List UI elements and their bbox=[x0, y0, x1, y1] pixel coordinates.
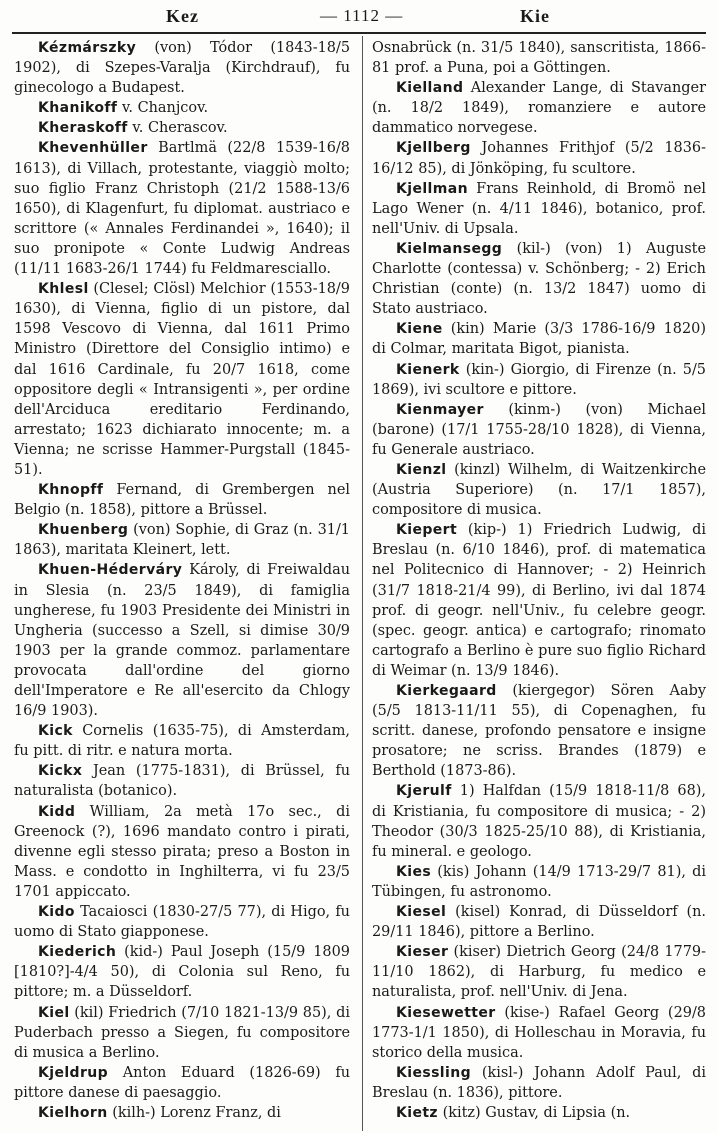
running-head bbox=[0, 4, 718, 30]
entry-text: Anton Eduard (1826-69) fu pittore danese di paesaggio. bbox=[14, 1064, 350, 1101]
entry-text: (von) Sophie, di Graz (n. 31/1 1863), maritata Kleinert, lett. bbox=[14, 522, 350, 559]
entry-text: (kisel) Konrad, di Düsseldorf (n. 29/11 1846), pittore a Berlino. bbox=[372, 904, 706, 941]
entry-headword: Kick bbox=[38, 723, 73, 740]
entry-headword: Kjeldrup bbox=[38, 1064, 109, 1081]
entry-text: Cornelis (1635-75), di Amsterdam, fu pitt. di ritr. e natura morta. bbox=[14, 723, 350, 760]
entry-headword: Kielhorn bbox=[38, 1104, 108, 1121]
dictionary-entry bbox=[372, 138, 706, 178]
entry-headword: Kjerulf bbox=[396, 783, 452, 800]
entry-headword: Khuen-Héderváry bbox=[38, 562, 183, 579]
entry-text: (kinzl) Wilhelm, di Waitzenkirche (Austria Superiore) (n. 17/1 1857), compositore di musica. bbox=[372, 461, 706, 519]
dictionary-entry bbox=[372, 862, 706, 902]
column-divider bbox=[362, 36, 363, 1131]
entry-text: (kin) Marie (3/3 1786-16/9 1820) di Colmar, maritata Bigot, pianista. bbox=[372, 321, 706, 358]
dictionary-entry bbox=[372, 1103, 706, 1123]
entry-text: Fernand, di Grembergen nel Belgio (n. 1858), pittore a Brüssel. bbox=[14, 482, 350, 519]
page-number: — 1112 — bbox=[320, 6, 404, 25]
entry-text: Alexander Lange, di Stavanger (n. 18/2 1849), romanziere e autore dammatico norvegese. bbox=[372, 80, 706, 137]
entry-headword: Khlesl bbox=[38, 281, 89, 298]
dictionary-entry bbox=[372, 1003, 706, 1063]
dictionary-entry bbox=[372, 1063, 706, 1103]
dictionary-entry bbox=[14, 520, 350, 560]
entry-text: Bartlmä (22/8 1539-16/8 1613), di Villach, protestante, viaggiò molto; suo figlio Franz Christoph (21/2 1588-13/6 1650), di Klagenfurt, fu diplomat. austriaco e scrittore (« Annales Ferdinandei », 1640); il suo pronipote « Conte Ludwig Andreas (11/11 1683-26/1 1744) fu Feldmaresciallo. bbox=[14, 140, 350, 278]
dictionary-entry bbox=[372, 681, 706, 781]
entry-text: Jean (1775-1831), di Brüssel, fu naturalista (botanico). bbox=[14, 763, 350, 800]
entry-headword: Kjellberg bbox=[396, 140, 471, 157]
entry-text: (kinm-) (von) Michael (barone) (17/1 1755-28/10 1828), di Vienna, fu Generale austriaco. bbox=[372, 401, 706, 458]
dictionary-entry bbox=[372, 319, 706, 359]
entry-text: v. Chanjcov. bbox=[117, 100, 209, 117]
entry-headword: Kierkegaard bbox=[396, 683, 497, 699]
entry-text: William, 2a metà 17o sec., di Greenock (?), 1696 mandato contro i pirati, divenne egli stesso pirata; preso a Boston in Mass. e condotto in Inghilterra, vi fu 23/5 1701 appiccato. bbox=[14, 803, 350, 900]
dictionary-entry bbox=[372, 239, 706, 319]
dictionary-entry bbox=[14, 1103, 350, 1123]
entry-headword: Kielmansegg bbox=[396, 240, 503, 257]
entry-text: (kiser) Dietrich Georg (24/8 1779-11/10 1862), di Harburg, fu medico e naturalista, prof. nell'Univ. di Jena. bbox=[372, 944, 706, 1001]
entry-headword: Kickx bbox=[38, 763, 83, 780]
entry-headword: Khevenhüller bbox=[38, 140, 148, 157]
entry-headword: Khnopff bbox=[38, 482, 104, 499]
entry-text: Frans Reinhold, di Bromö nel Lago Wener (n. 4/11 1846), botanico, prof. nell'Univ. di Upsala. bbox=[372, 180, 706, 237]
dictionary-entry bbox=[14, 802, 350, 902]
entry-text: (kil-) (von) 1) Auguste Charlotte (contessa) v. Schönberg; - 2) Erich Christian (conte) (n. 13/2 1847) uomo di Stato austriaco. bbox=[372, 240, 706, 318]
entry-text: (Clesel; Clösl) Melchior (1553-18/9 1630), di Vienna, figlio di un pistore, dal 1598 Vescovo di Vienna, dal 1611 Primo Ministro (Direttore del Consiglio intimo) e dal 1616 Cardinale, fu 20/7 1618, come oppositore degli « Intransigenti », per ordine dell'Arciduca ereditario Ferdinando, arrestato; 1623 dichiarato innocente; m. a Vienna; ne scrisse Hammer-Purgstall (1845-51). bbox=[14, 281, 350, 478]
dictionary-entry bbox=[372, 902, 706, 942]
entry-headword: Kidd bbox=[38, 803, 76, 820]
entry-headword: Kheraskoff bbox=[38, 120, 128, 137]
dictionary-entry bbox=[372, 460, 706, 520]
entry-headword: Kiene bbox=[396, 321, 443, 338]
dictionary-entry bbox=[14, 279, 350, 480]
entry-headword: Kiesewetter bbox=[396, 1004, 496, 1021]
right-column bbox=[372, 38, 706, 1123]
entry-headword: Kiepert bbox=[396, 522, 458, 539]
dictionary-entry bbox=[14, 38, 350, 98]
entry-text: (von) Tódor (1843-18/5 1902), di Szepes-Varalja (Kirchdrauf), fu ginecologo a Budapest. bbox=[14, 40, 350, 97]
entry-headword: Kiesel bbox=[396, 904, 447, 921]
entry-text: (kil) Friedrich (7/10 1821-13/9 85), di Puderbach presso a Siegen, fu compositore di musica a Berlino. bbox=[14, 1004, 350, 1061]
entry-headword: Kietz bbox=[396, 1104, 438, 1121]
dictionary-entry bbox=[14, 721, 350, 761]
entry-headword: Kienmayer bbox=[396, 401, 484, 418]
dictionary-entry bbox=[14, 1063, 350, 1103]
header-rule bbox=[12, 32, 706, 34]
dictionary-entry bbox=[372, 360, 706, 400]
entry-headword: Kiel bbox=[38, 1004, 70, 1021]
entry-headword: Kielland bbox=[396, 80, 464, 97]
dictionary-entry bbox=[372, 78, 706, 138]
dictionary-entry bbox=[372, 520, 706, 681]
entry-headword: Khuenberg bbox=[38, 522, 129, 539]
entry-headword: Kiessling bbox=[396, 1064, 471, 1081]
dictionary-entry bbox=[372, 179, 706, 239]
entry-headword: Kienerk bbox=[396, 361, 460, 378]
dictionary-entry bbox=[14, 480, 350, 520]
entry-text: 1) Halfdan (15/9 1818-11/8 68), di Kristiania, fu compositore di musica; - 2) Theodor (30/3 1825-25/10 88), di Kristiania, fu mineral. e geologo. bbox=[372, 783, 706, 860]
entry-text: (kilh-) Lorenz Franz, di bbox=[107, 1104, 281, 1121]
entry-text: (kiergegor) Sören Aaby (5/5 1813-11/11 55), di Copenaghen, fu scritt. danese, profondo pensatore e insigne prosatore; ne scriss. Brandes (1879) e Berthold (1873-86). bbox=[372, 683, 706, 780]
dictionary-entry bbox=[14, 560, 350, 721]
entry-text: (kis) Johann (14/9 1713-29/7 81), di Tübingen, fu astronomo. bbox=[372, 863, 706, 900]
entry-headword: Khanikoff bbox=[38, 100, 118, 117]
dictionary-entry bbox=[372, 38, 706, 78]
entry-headword: Kido bbox=[38, 904, 75, 921]
entry-text: (kise-) Rafael Georg (29/8 1773-1/1 1850), di Holleschau in Moravia, fu storico della musica. bbox=[372, 1004, 706, 1061]
guide-word-left: Kez bbox=[166, 6, 199, 26]
dictionary-entry bbox=[372, 942, 706, 1002]
entry-headword: Kézmárszky bbox=[38, 40, 137, 56]
dictionary-entry bbox=[14, 1003, 350, 1063]
entry-text: Osnabrück (n. 31/5 1840), sanscritista, 1866-81 prof. a Puna, poi a Göttingen. bbox=[372, 40, 706, 77]
dictionary-entry bbox=[372, 400, 706, 460]
dictionary-entry bbox=[14, 761, 350, 801]
entry-text: (kin-) Giorgio, di Firenze (n. 5/5 1869), ivi scultore e pittore. bbox=[372, 361, 706, 398]
entry-headword: Kies bbox=[396, 863, 432, 880]
dictionary-entry bbox=[14, 942, 350, 1002]
dictionary-entry bbox=[14, 138, 350, 279]
entry-headword: Kiederich bbox=[38, 944, 117, 961]
dictionary-entry bbox=[14, 118, 350, 138]
dictionary-entry bbox=[14, 98, 350, 118]
left-column bbox=[14, 38, 350, 1123]
entry-headword: Kieser bbox=[396, 944, 449, 961]
entry-text: Károly, di Freiwaldau in Slesia (n. 23/5 1849), di famiglia ungherese, fu 1903 Presidente dei Ministri in Ungheria (successo a Szell, si dimise 30/9 1903 per la grande commoz. parlamentare provocata dall'ordine del giorno dell'Imperatore e Re all'esercito da Chlogy 16/9 1903). bbox=[14, 562, 350, 720]
entry-text: Tacaiosci (1830-27/5 77), di Higo, fu uomo di Stato giapponese. bbox=[14, 904, 350, 941]
entry-text: (kitz) Gustav, di Lipsia (n. bbox=[437, 1104, 631, 1121]
entry-text: v. Cherascov. bbox=[127, 120, 228, 137]
entry-text: Johannes Frithjof (5/2 1836-16/12 85), di Jönköping, fu scultore. bbox=[372, 140, 706, 177]
guide-word-right: Kie bbox=[520, 6, 550, 26]
entry-headword: Kjellman bbox=[396, 180, 468, 197]
entry-headword: Kienzl bbox=[396, 461, 447, 478]
dictionary-entry bbox=[14, 902, 350, 942]
entry-text: (kisl-) Johann Adolf Paul, di Breslau (n. 1836), pittore. bbox=[372, 1064, 706, 1101]
entry-text: (kid-) Paul Joseph (15/9 1809 [1810?]-4/4 50), di Colonia sul Reno, fu pittore; m. a Düsseldorf. bbox=[14, 944, 350, 1001]
dictionary-entry bbox=[372, 781, 706, 861]
entry-text: (kip-) 1) Friedrich Ludwig, di Breslau (n. 6/10 1846), prof. di matematica nel Politecnico di Hannover; - 2) Heinrich (31/7 1818-21/4 99), di Berlino, ivi dal 1874 prof. di geogr. nell'Univ., fu celebre geogr. (spec. geogr. antica) e cartografo; rinomato cartografo a Berlino è pure suo figlio Richard di Weimar (n. 13/9 1846). bbox=[372, 522, 706, 679]
